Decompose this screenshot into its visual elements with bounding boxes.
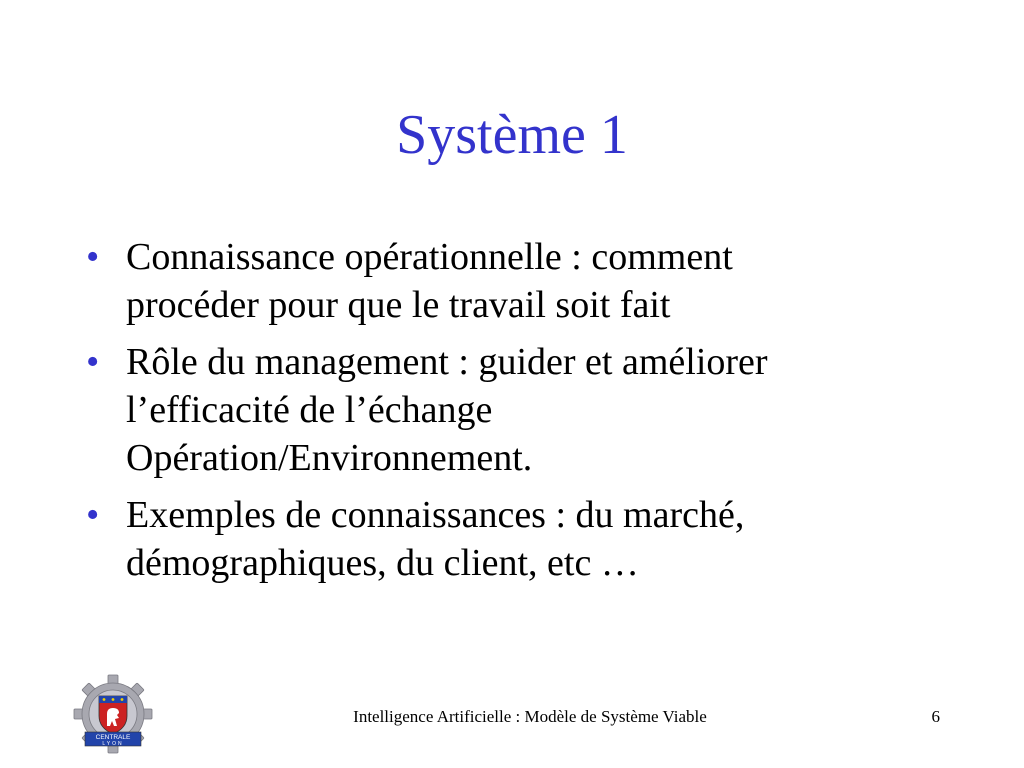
bullet-item: [86, 491, 946, 587]
centrale-lyon-logo-icon: [73, 674, 153, 754]
bullet-line: Exemples de connaissances : du marché,: [126, 494, 745, 536]
bullet-line: Connaissance opérationnelle : comment: [126, 236, 733, 278]
slide-title: Système 1: [396, 104, 628, 166]
logo-text-bottom: LYON: [102, 741, 124, 747]
bullet-line: Rôle du management : guider et améliorer: [126, 341, 768, 383]
bullet-line: procéder pour que le travail soit fait: [126, 284, 671, 326]
logo-text-top: CENTRALE: [95, 734, 131, 741]
bullet-list: [86, 233, 946, 596]
bullet-dot-icon: •: [86, 341, 100, 383]
bullet-dot-icon: •: [86, 494, 100, 536]
bullet-item: [86, 233, 946, 329]
bullet-line: l’efficacité de l’échange: [126, 389, 493, 431]
bullet-item: [86, 338, 946, 482]
page-number: 6: [931, 707, 940, 726]
bullet-line: démographiques, du client, etc …: [126, 542, 639, 584]
footer-text: Intelligence Artificielle : Modèle de Système Viable: [353, 707, 707, 726]
bullet-dot-icon: •: [86, 236, 100, 278]
bullet-line: Opération/Environnement.: [126, 437, 533, 479]
